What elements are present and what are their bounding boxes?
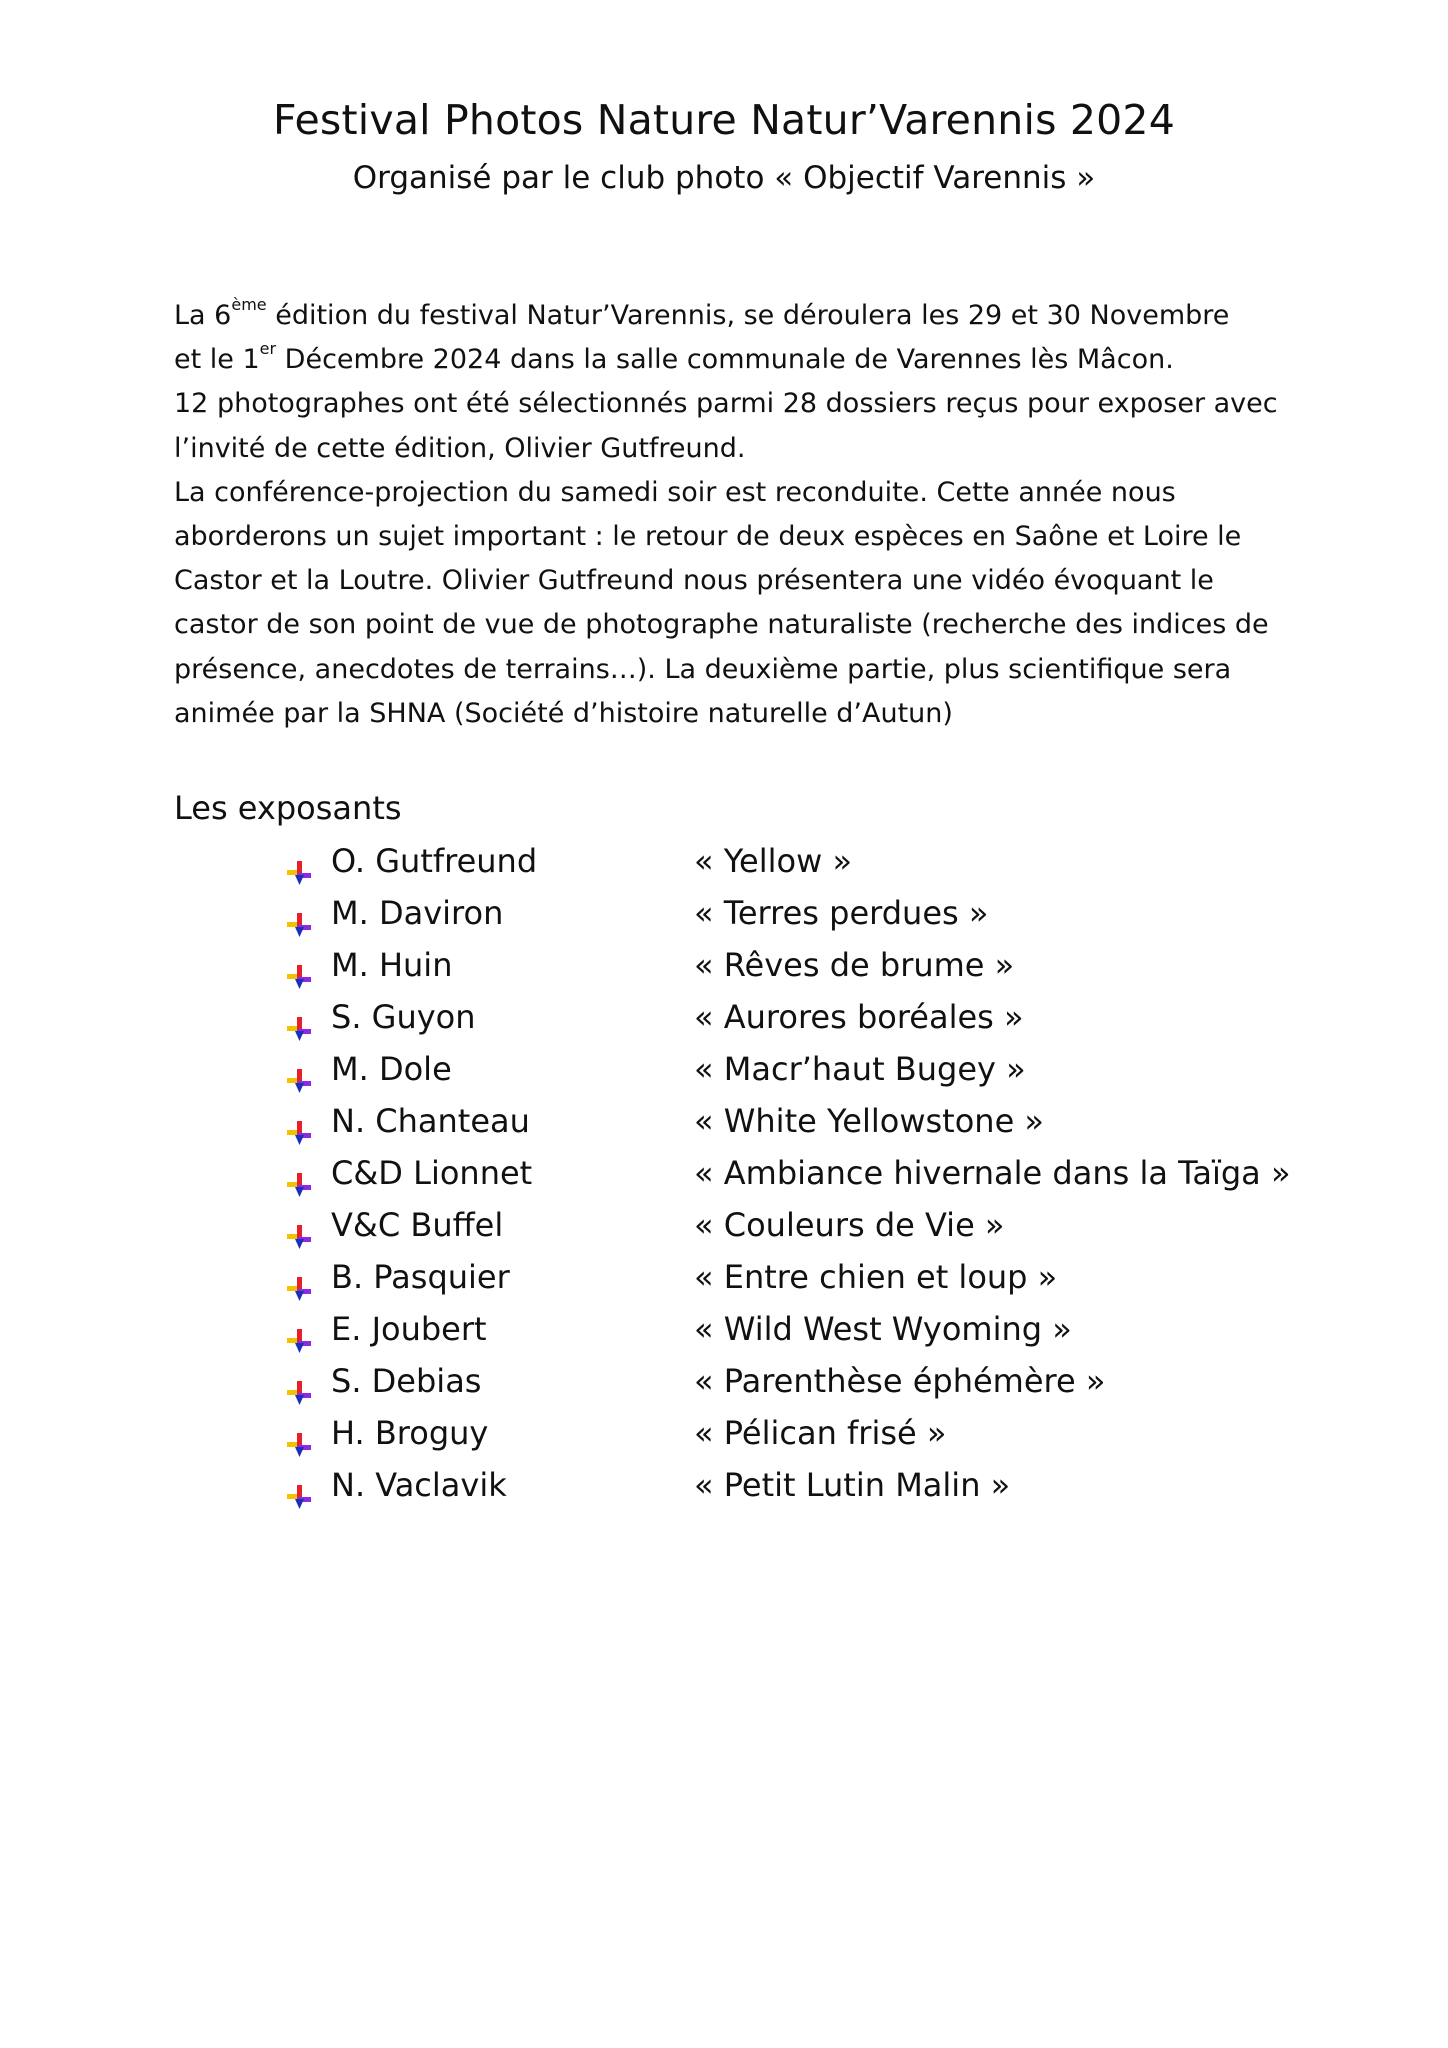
exhibitor-row [0,1407,1448,1459]
exhibitor-name: M. Huin [331,946,453,984]
intro-paragraph [174,294,1304,736]
colored-arrow-bullet-icon [286,1005,312,1031]
exhibitors-list [0,835,1448,1511]
exhibitor-name: E. Joubert [331,1310,487,1348]
colored-arrow-bullet-icon [286,1369,312,1395]
exhibit-title: « White Yellowstone » [694,1102,1044,1140]
intro-line-2: et le 1er Décembre 2024 dans la salle communale de Varennes lès Mâcon. [174,339,1174,376]
exhibitor-name: S. Guyon [331,998,476,1036]
document-title: Festival Photos Nature Natur’Varennis 2024 [272,96,1176,144]
exhibitor-row [0,887,1448,939]
superscript-ordinal: ème [231,295,267,314]
exhibitor-row [0,835,1448,887]
exhibit-title: « Terres perdues » [694,894,989,932]
exhibitor-name: V&C Buffel [331,1206,504,1244]
colored-arrow-bullet-icon [286,1265,312,1291]
exhibitor-row [0,1251,1448,1303]
exhibit-title: « Petit Lutin Malin » [694,1466,1011,1504]
colored-arrow-bullet-icon [286,849,312,875]
exhibit-title: « Pélican frisé » [694,1414,947,1452]
exhibitor-name: B. Pasquier [331,1258,510,1296]
exhibitor-row [0,1147,1448,1199]
colored-arrow-bullet-icon [286,1317,312,1343]
document-subtitle: Organisé par le club photo « Objectif Varennis » [352,160,1096,196]
exhibit-title: « Couleurs de Vie » [694,1206,1005,1244]
intro-line-3: 12 photographes ont été sélectionnés parmi 28 dossiers reçus pour exposer avec [174,388,1278,420]
intro-line-8: castor de son point de vue de photographe naturaliste (recherche des indices de [174,609,1269,641]
colored-arrow-bullet-icon [286,1109,312,1135]
exhibitor-row [0,939,1448,991]
exhibit-title: « Rêves de brume » [694,946,1015,984]
colored-arrow-bullet-icon [286,1057,312,1083]
exhibit-title: « Macr’haut Bugey » [694,1050,1026,1088]
colored-arrow-bullet-icon [286,1473,312,1499]
exhibitor-name: N. Vaclavik [331,1466,507,1504]
exhibitor-name: S. Debias [331,1362,482,1400]
colored-arrow-bullet-icon [286,901,312,927]
exhibitor-name: H. Broguy [331,1414,489,1452]
exhibitor-name: N. Chanteau [331,1102,530,1140]
colored-arrow-bullet-icon [286,1213,312,1239]
exhibitor-row [0,991,1448,1043]
intro-line-4: l’invité de cette édition, Olivier Gutfreund. [174,432,746,464]
colored-arrow-bullet-icon [286,1161,312,1187]
exhibit-title: « Parenthèse éphémère » [694,1362,1106,1400]
exhibit-title: « Ambiance hivernale dans la Taïga » [694,1154,1291,1192]
exhibitor-row [0,1459,1448,1511]
intro-line-7: Castor et la Loutre. Olivier Gutfreund nous présentera une vidéo évoquant le [174,565,1214,597]
exhibitor-name: O. Gutfreund [331,842,538,880]
exhibitor-row [0,1303,1448,1355]
exhibitor-row [0,1199,1448,1251]
exhibitor-name: M. Dole [331,1050,452,1088]
intro-line-5: La conférence-projection du samedi soir est reconduite. Cette année nous [174,476,1176,508]
exhibitor-name: C&D Lionnet [331,1154,533,1192]
intro-line-10: animée par la SHNA (Société d’histoire naturelle d’Autun) [174,697,953,729]
intro-line-1: La 6ème édition du festival Natur’Varennis, se déroulera les 29 et 30 Novembre [174,295,1230,331]
exhibit-title: « Yellow » [694,842,853,880]
intro-line-9: présence, anecdotes de terrains…). La deuxième partie, plus scientifique sera [174,653,1232,685]
exhibitor-row [0,1043,1448,1095]
intro-line-6: aborderons un sujet important : le retour de deux espèces en Saône et Loire le [174,521,1242,553]
exhibitor-row [0,1095,1448,1147]
colored-arrow-bullet-icon [286,953,312,979]
exhibit-title: « Entre chien et loup » [694,1258,1058,1296]
superscript-ordinal: er [259,339,277,359]
exhibit-title: « Wild West Wyoming » [694,1310,1072,1348]
exhibit-title: « Aurores boréales » [694,998,1024,1036]
exhibitor-row [0,1355,1448,1407]
exhibitors-heading: Les exposants [174,789,402,827]
colored-arrow-bullet-icon [286,1421,312,1447]
exhibitor-name: M. Daviron [331,894,504,932]
